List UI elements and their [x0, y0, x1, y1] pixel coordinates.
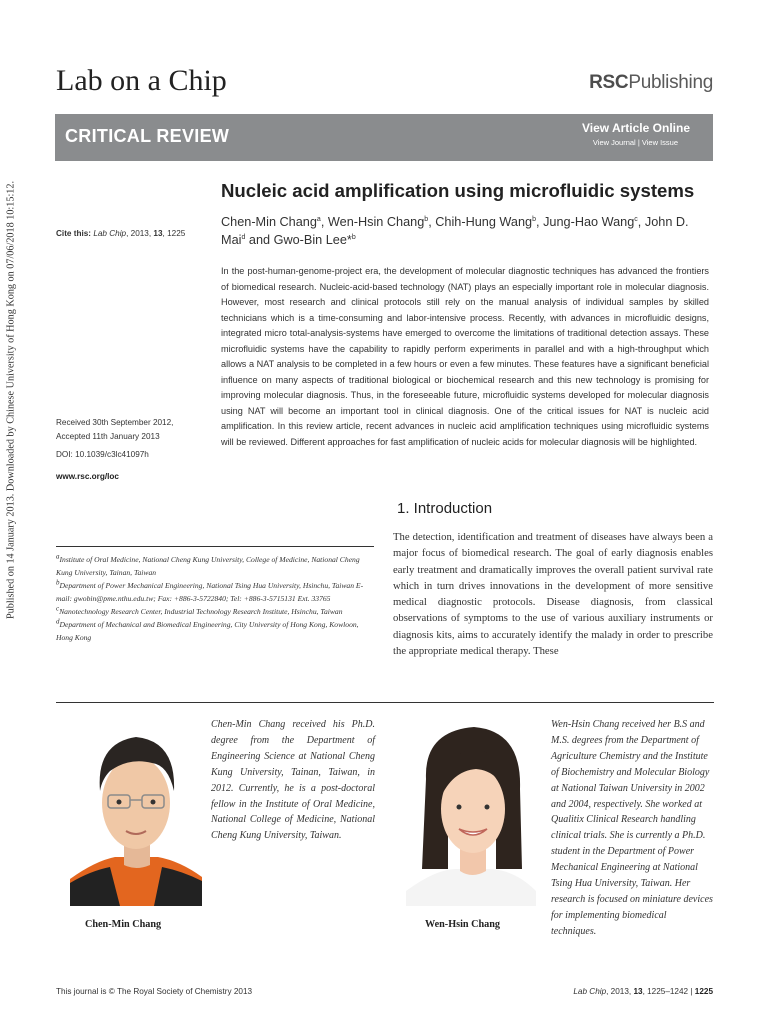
article-type-banner: [55, 114, 713, 161]
footer-journal: Lab Chip: [573, 987, 607, 996]
affiliation-text: Department of Power Mechanical Engineering, National Tsing Hua University, Hsinchu, Taiwan E-mail: gwobin@pme.nthu.edu.tw; Fax: +886-3-5722840; Tel: +886-3-5715131 Ext. 33765: [56, 581, 364, 603]
affiliation-item: [56, 618, 374, 644]
affiliation-item: [56, 605, 374, 618]
citation: [56, 229, 185, 238]
download-note: [3, 170, 19, 630]
cite-volume: 13: [153, 229, 163, 238]
received-date: Received 30th September 2012,: [56, 418, 174, 427]
author-name: John D. Mai: [221, 215, 689, 247]
publisher-logo-rest: Publishing: [628, 72, 713, 93]
author-name: Wen-Hsin Chang: [327, 215, 425, 229]
cite-label: Cite this:: [56, 229, 92, 238]
bio-divider: [56, 702, 714, 703]
footer-pages: , 1225–1242 |: [642, 987, 695, 996]
doi[interactable]: DOI: 10.1039/c3lc41097h: [56, 450, 149, 459]
affiliations: [56, 553, 374, 644]
cite-page: , 1225: [162, 229, 186, 238]
author-photo-wen-hsin-chang: [396, 719, 546, 906]
author-affiliation-mark: b: [351, 233, 356, 241]
footer-year: , 2013,: [606, 987, 634, 996]
affiliation-mark: a: [56, 552, 60, 561]
article-type: CRITICAL REVIEW: [65, 126, 230, 146]
author-separator: and: [245, 233, 274, 247]
view-journal-link[interactable]: View Journal: [592, 138, 636, 147]
article-dates: [56, 416, 173, 443]
abstract: In the post-human-genome-project era, the development of molecular diagnostic techniques has advanced the frontiers of biomedical research. Nucleic-acid-based technology (NAT) plays an especially important role in molecular diagnosis. However, most research and clinical protocols still rely on the manual analysis of individual samples by skilled technicians which is a time-consuming and labor-intensive process. Recently, with advances in microfluidic designs, integrated micro total-analysis-systems have emerged to overcome the limitations of traditional detection assays. These microfluidic systems have the capability to rapidly perform experiments in parallel and with a high-throughput which allows a NAT analysis to be completed in a few hours or even a few minutes. These features have a significant beneficial influence on many aspects of traditional biological or biochemical research and this new technology is promising for improving molecular diagnosis. Thus, in the foreseeable future, microfluidic systems developed for molecular diagnosis using NAT will become an important tool in clinical diagnosis. One of the critical issues for NAT is nucleic acid amplification. In this review article, recent advances in nucleic acid amplification techniques using microfluidic systems will be reviewed. Different approaches for fast amplification of nucleic acids for molecular diagnosis will be highlighted.: [221, 266, 709, 447]
affiliation-text: Institute of Oral Medicine, National Cheng Kung University, College of Medicine, National Cheng Kung University, Tainan, Taiwan: [56, 555, 360, 577]
view-article-online-link[interactable]: View Article Online: [581, 121, 690, 135]
author-separator: ,: [428, 215, 436, 229]
author-name: Jung-Hao Wang: [543, 215, 635, 229]
author-affiliation-mark: d: [241, 233, 246, 241]
bio-text-1: Chen-Min Chang received his Ph.D. degree from the Department of Engineering Science at National Cheng Kung University, Tainan, Taiwan, in 2012. Currently, he is a post-doctoral fellow in the Institute of Oral Medicine, National College of Medicine, National Cheng Kung University, Taiwan.: [211, 719, 375, 842]
page-number: 1225: [694, 987, 713, 996]
author-photo-chen-min-chang: [70, 721, 202, 906]
copyright-footer: This journal is © The Royal Society of Chemistry 2013: [56, 987, 253, 996]
bio-name-1: Chen-Min Chang: [85, 919, 162, 930]
author-list: [221, 213, 701, 249]
author-affiliation-mark: b: [532, 215, 537, 223]
download-note-text: Published on 14 January 2013. Downloaded by Chinese University of Hong Kong on 07/06/2018 10:15:12.: [5, 180, 17, 620]
author-portrait-2: [396, 719, 546, 906]
bio-name-2: Wen-Hsin Chang: [425, 919, 501, 930]
author-portrait-1: [70, 721, 202, 906]
publisher-logo: [589, 72, 713, 94]
accepted-date: Accepted 11th January 2013: [56, 431, 160, 441]
journal-issue-links: [593, 138, 678, 147]
affiliation-divider: [56, 546, 374, 547]
footer-volume: 13: [633, 987, 643, 996]
section-heading: 1. Introduction: [397, 500, 493, 517]
article-title: Nucleic acid amplification using microfluidic systems: [221, 180, 695, 201]
journal-name: Lab on a Chip: [56, 64, 227, 97]
introduction-text: The detection, identification and treatment of diseases have always been a major focus of biomedical research. The goal of early diagnosis enables early treatment and dramatically improves the overall patient survival rate which in turn drives innovations in the development of more sensitive medical diagnostic protocols. Disease diagnosis, from classical observations of symptoms to the use of various auxiliary instruments or diagnosis kits, aims to accurately identify the malady in order to prescribe the appropriate medical therapy. These: [393, 531, 713, 658]
publisher-logo-bold: RSC: [589, 72, 629, 93]
cite-year: , 2013,: [126, 229, 154, 238]
author-name: Gwo-Bin Lee*: [273, 233, 352, 247]
affiliation-text: Nanotechnology Research Center, Industrial Technology Research Institute, Hsinchu, Taiwan: [59, 607, 343, 616]
affiliation-text: Department of Mechanical and Biomedical Engineering, City University of Hong Kong, Kowloon, Hong Kong: [56, 620, 359, 642]
author-affiliation-mark: c: [634, 215, 638, 223]
bio-text-2: Wen-Hsin Chang received her B.S and M.S. degrees from the Department of Agriculture Chemistry and the Institute of Biochemistry and Molecular Biology at National Taiwan University in 2002 and 2004, respectively. She worked at Qualitix Clinical Research handling clinical trials. She is currently a Ph.D. student in the Department of Power Mechanical Engineering at National Tsing Hua University, Taiwan. Her research is focused on miniature devices for implementing biomedical techniques.: [551, 719, 713, 937]
affiliation-item: [56, 579, 374, 605]
author-name: Chen-Min Chang: [221, 215, 317, 229]
author-separator: ,: [536, 215, 544, 229]
author-separator: ,: [320, 215, 328, 229]
affiliation-mark: c: [56, 604, 60, 613]
journal-website-link[interactable]: www.rsc.org/loc: [56, 472, 119, 481]
author-name: Chih-Hung Wang: [435, 215, 533, 229]
page-footer: [573, 987, 713, 996]
author-affiliation-mark: a: [316, 215, 321, 223]
affiliation-item: [56, 553, 374, 579]
view-issue-link[interactable]: View Issue: [641, 138, 678, 147]
link-separator: |: [635, 138, 642, 147]
author-affiliation-mark: b: [424, 215, 429, 223]
cite-journal: Lab Chip: [93, 229, 127, 238]
affiliation-mark: d: [56, 617, 60, 626]
author-separator: ,: [637, 215, 645, 229]
affiliation-mark: b: [56, 578, 60, 587]
